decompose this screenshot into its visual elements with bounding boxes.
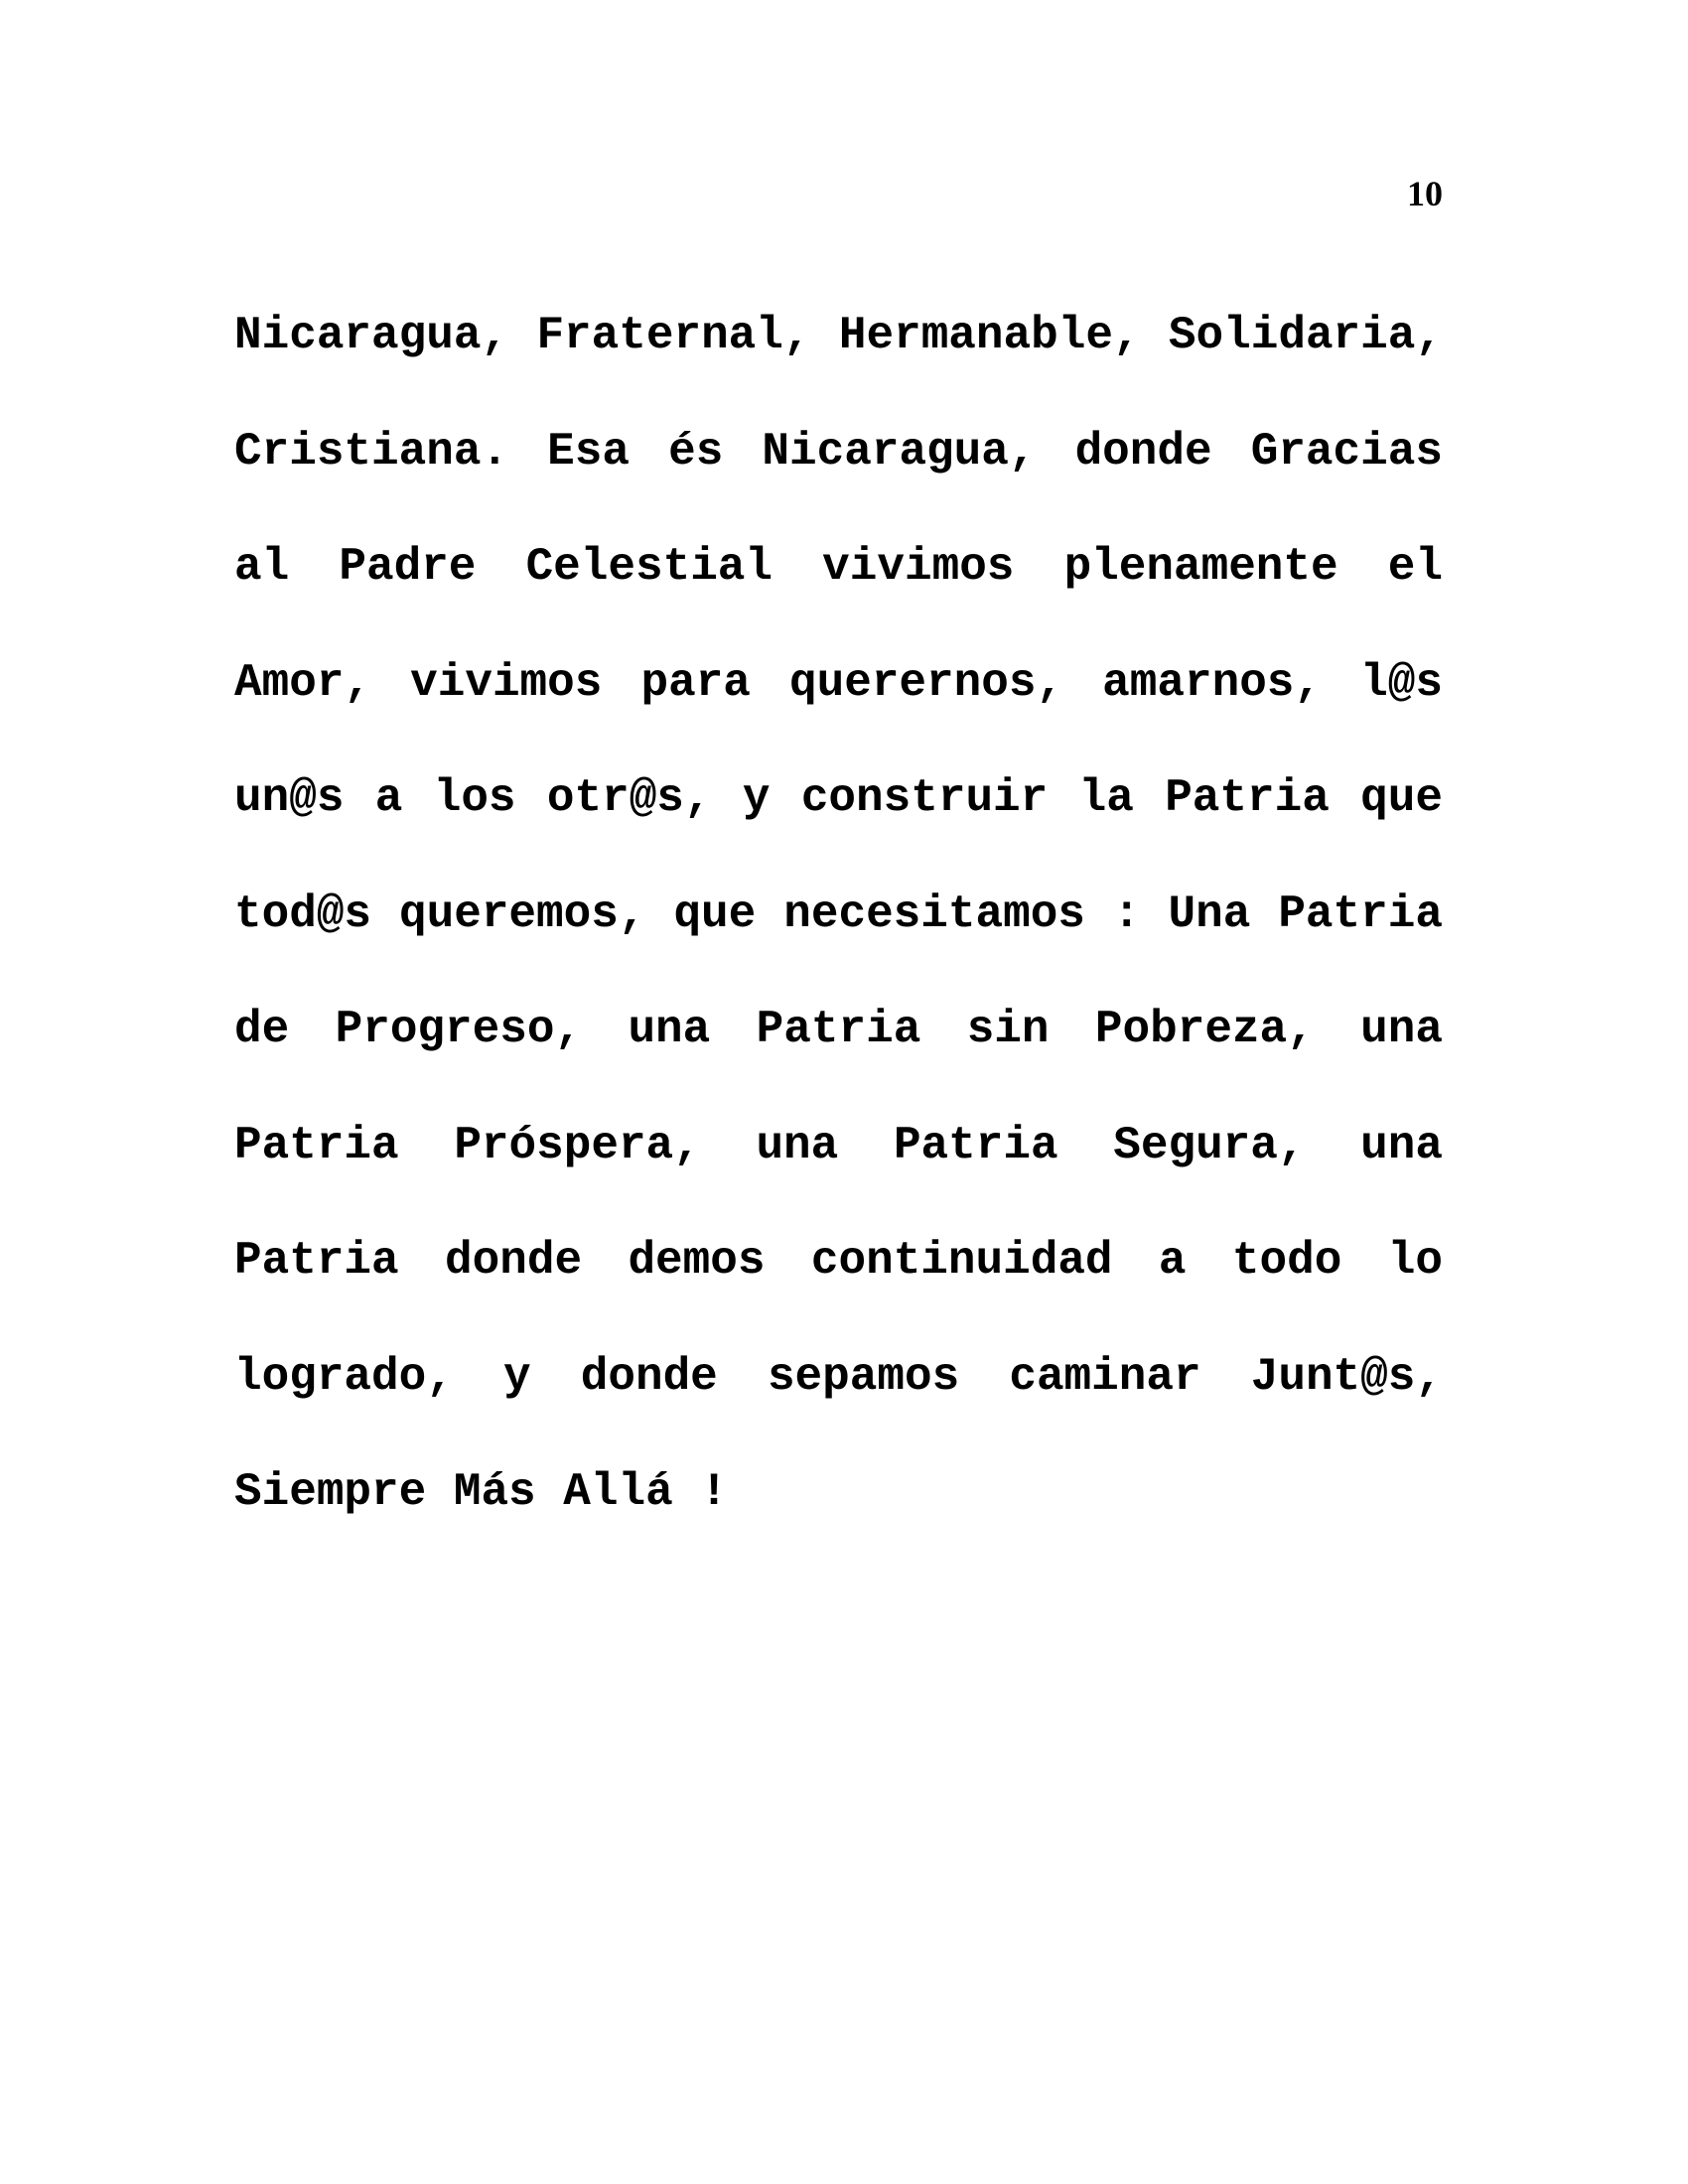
text-line — [234, 1464, 1443, 1580]
text-word: Patria — [893, 1119, 1058, 1171]
text-word: Progreso, — [335, 1004, 583, 1055]
text-word: sepamos — [767, 1350, 960, 1403]
text-word: donde — [445, 1235, 583, 1287]
text-word: Cristiana. — [234, 425, 509, 478]
text-word: Patria — [1278, 887, 1443, 940]
text-word: l@s — [1360, 656, 1443, 709]
text-word: el — [1387, 541, 1443, 593]
text-line — [234, 1118, 1443, 1234]
text-word: demos — [628, 1235, 766, 1287]
text-word: los — [433, 772, 516, 824]
text-word: construir — [800, 772, 1049, 824]
text-word: y — [503, 1350, 531, 1403]
text-word: plenamente — [1063, 541, 1338, 593]
text-word: y — [742, 772, 771, 824]
text-word: Celestial — [525, 541, 774, 593]
text-word: que — [673, 887, 757, 940]
body-paragraph — [234, 308, 1443, 1580]
text-word: donde — [1074, 425, 1212, 478]
text-word: al — [234, 541, 290, 593]
text-word: una — [756, 1119, 839, 1171]
text-word: Patria — [756, 1004, 921, 1055]
text-word: Esa — [547, 425, 630, 478]
text-word: Fraternal, — [536, 310, 811, 361]
text-word: lo — [1387, 1235, 1443, 1287]
text-word: la — [1078, 772, 1134, 824]
text-word: Una — [1168, 887, 1251, 940]
text-word: a — [374, 772, 403, 824]
text-word: Nicaragua, — [234, 310, 509, 361]
text-word: amarnos, — [1102, 656, 1323, 709]
text-line — [234, 655, 1443, 771]
text-word: Patria — [234, 1119, 399, 1171]
text-word: todo — [1231, 1235, 1342, 1287]
text-word: de — [234, 1004, 290, 1055]
text-word: Patria — [234, 1235, 399, 1287]
text-line — [234, 1002, 1443, 1118]
text-word: Siempre Más Allá ! — [234, 1466, 728, 1518]
text-word: a — [1158, 1235, 1187, 1287]
text-word: Hermanable, — [838, 310, 1141, 361]
text-word: : — [1112, 887, 1141, 940]
text-word: Pobreza, — [1094, 1004, 1315, 1055]
text-line — [234, 424, 1443, 540]
text-word: donde — [580, 1350, 718, 1403]
text-line — [234, 770, 1443, 887]
text-line — [234, 1233, 1443, 1349]
text-word: un@s — [234, 772, 345, 824]
page-number: 10 — [1407, 174, 1443, 213]
text-word: Nicaragua, — [762, 425, 1037, 478]
text-word: tod@s — [234, 887, 372, 940]
text-word: otr@s, — [546, 772, 712, 824]
text-word: querernos, — [789, 656, 1064, 709]
text-word: sin — [966, 1004, 1050, 1055]
text-line — [234, 1349, 1443, 1465]
text-word: Junt@s, — [1250, 1350, 1443, 1403]
text-line — [234, 539, 1443, 655]
text-word: para — [640, 656, 751, 709]
text-word: continuidad — [810, 1235, 1113, 1287]
text-word: necesitamos — [783, 887, 1085, 940]
text-word: Amor, — [234, 656, 372, 709]
text-word: caminar — [1009, 1350, 1201, 1403]
text-word: vivimos — [822, 541, 1015, 593]
text-word: que — [1360, 772, 1443, 824]
text-word: Padre — [339, 541, 477, 593]
text-word: Gracias — [1250, 425, 1443, 478]
text-word: Patria — [1165, 772, 1330, 824]
text-word: Próspera, — [454, 1119, 701, 1171]
text-line — [234, 308, 1443, 424]
text-word: una — [1360, 1119, 1443, 1171]
text-word: queremos, — [399, 887, 646, 940]
text-word: Segura, — [1113, 1119, 1306, 1171]
text-word: és — [668, 425, 724, 478]
text-word: vivimos — [410, 656, 603, 709]
text-word: Solidaria, — [1168, 310, 1443, 361]
text-word: una — [1360, 1004, 1443, 1055]
text-line — [234, 887, 1443, 1003]
text-word: logrado, — [234, 1350, 454, 1403]
text-word: una — [628, 1004, 711, 1055]
